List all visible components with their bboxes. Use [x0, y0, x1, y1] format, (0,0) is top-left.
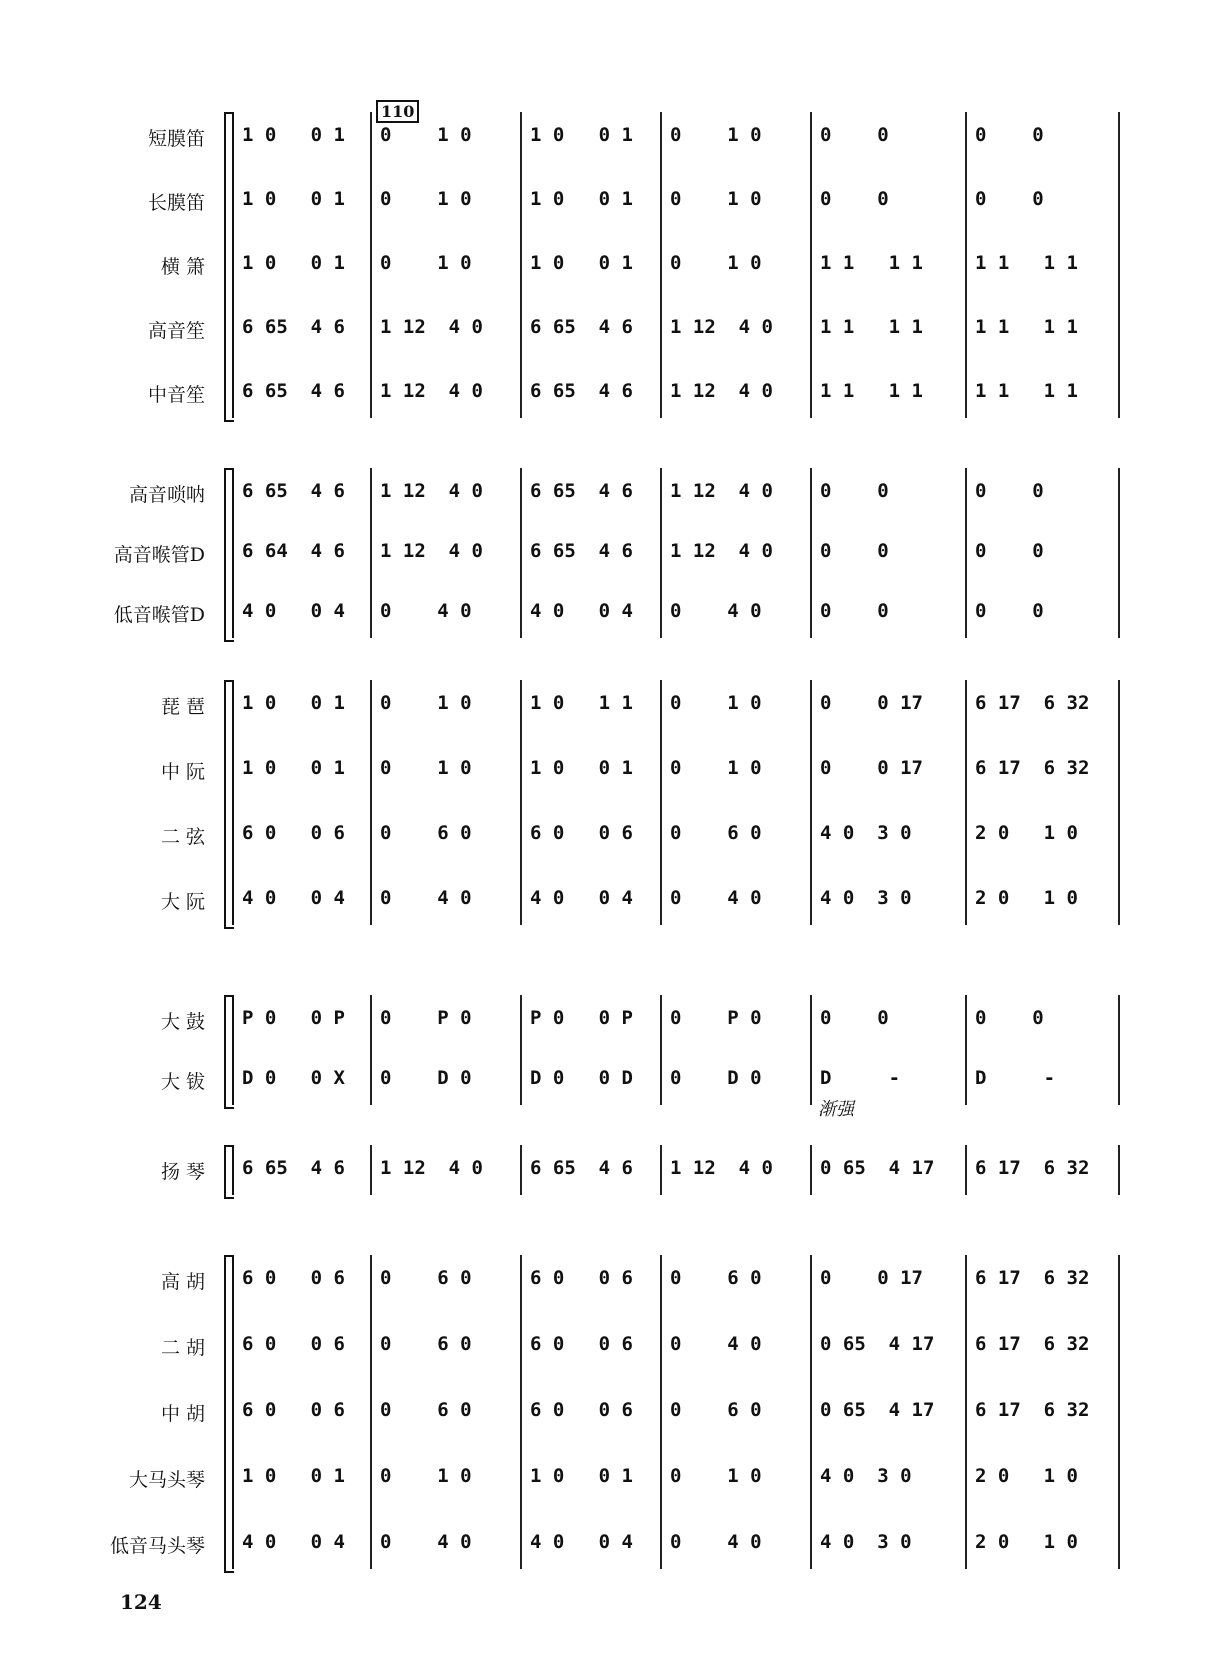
measure-notes: 2 0 1 0 — [975, 822, 1078, 844]
measure-notes: 0 65 4 17 — [820, 1157, 935, 1179]
barline — [520, 995, 522, 1105]
barline — [520, 680, 522, 925]
barline — [810, 1255, 812, 1569]
measure-notes: 0 6 0 — [670, 1399, 762, 1421]
barline — [965, 1145, 967, 1195]
measure-notes: 6 17 6 32 — [975, 1267, 1090, 1289]
measure-notes: 1 0 0 1 — [530, 252, 633, 274]
barline — [965, 680, 967, 925]
measure-notes: 0 65 4 17 — [820, 1333, 935, 1355]
measure-notes: 0 1 0 — [380, 757, 472, 779]
instrument-name: 高 胡 — [160, 1271, 205, 1293]
measure-notes: P 0 0 P — [530, 1007, 633, 1029]
rehearsal-mark: 110 — [376, 100, 419, 123]
measure-notes: 6 0 0 6 — [242, 1267, 345, 1289]
measure-notes: 0 0 — [975, 480, 1044, 502]
barline — [965, 1255, 967, 1569]
instrument-name: 长膜笛 — [147, 192, 205, 214]
barline — [810, 995, 812, 1105]
instrument-name: 横 箫 — [160, 256, 205, 278]
instrument-name: 高音喉管D — [113, 544, 205, 566]
measure-notes: 1 0 1 1 — [530, 692, 633, 714]
measure-notes: 6 0 0 6 — [242, 822, 345, 844]
measure-notes: 4 0 3 0 — [820, 887, 912, 909]
measure-notes: 0 1 0 — [670, 692, 762, 714]
measure-notes: 4 0 0 4 — [530, 1531, 633, 1553]
measure-notes: 6 65 4 6 — [530, 1157, 633, 1179]
measure-notes: 6 65 4 6 — [530, 380, 633, 402]
measure-notes: 1 12 4 0 — [380, 1157, 483, 1179]
measure-notes: 1 0 0 1 — [242, 252, 345, 274]
measure-notes: 6 65 4 6 — [530, 316, 633, 338]
measure-notes: 0 4 0 — [670, 600, 762, 622]
barline — [370, 995, 372, 1105]
measure-notes: 0 D 0 — [670, 1067, 762, 1089]
measure-notes: 0 0 — [975, 600, 1044, 622]
instrument-name: 中音笙 — [147, 384, 205, 406]
instrument-name: 大 阮 — [160, 891, 205, 913]
measure-notes: 6 17 6 32 — [975, 1333, 1090, 1355]
measure-notes: D - — [820, 1067, 901, 1089]
instrument-name: 琵 琶 — [160, 696, 205, 718]
measure-notes: 0 1 0 — [670, 124, 762, 146]
measure-notes: 1 0 0 1 — [530, 1465, 633, 1487]
barline — [370, 1255, 372, 1569]
barline — [520, 112, 522, 418]
measure-notes: 4 0 0 4 — [242, 887, 345, 909]
measure-notes: 2 0 1 0 — [975, 1465, 1078, 1487]
measure-notes: 0 4 0 — [670, 1333, 762, 1355]
instrument-name: 短膜笛 — [147, 128, 205, 150]
measure-notes: 0 4 0 — [380, 600, 472, 622]
measure-notes: 1 12 4 0 — [380, 480, 483, 502]
measure-notes: 6 64 4 6 — [242, 540, 345, 562]
measure-notes: 0 0 — [975, 124, 1044, 146]
barline — [370, 1145, 372, 1195]
measure-notes: 1 0 0 1 — [242, 124, 345, 146]
measure-notes: 0 4 0 — [380, 1531, 472, 1553]
measure-notes: 1 12 4 0 — [670, 1157, 773, 1179]
barline — [965, 112, 967, 418]
measure-notes: 0 1 0 — [380, 124, 472, 146]
measure-notes: 2 0 1 0 — [975, 887, 1078, 909]
measure-notes: 6 0 0 6 — [530, 1399, 633, 1421]
barline — [660, 1145, 662, 1195]
barline — [232, 995, 234, 1105]
measure-notes: 1 12 4 0 — [670, 316, 773, 338]
instrument-name: 二 胡 — [160, 1337, 205, 1359]
barline — [232, 1145, 234, 1195]
measure-notes: 0 0 — [820, 480, 889, 502]
measure-notes: 1 12 4 0 — [380, 380, 483, 402]
barline — [1118, 468, 1120, 638]
measure-notes: 0 0 — [820, 124, 889, 146]
measure-notes: 6 0 0 6 — [530, 1267, 633, 1289]
crescendo-mark: 渐强 — [818, 1099, 854, 1120]
measure-notes: 0 0 — [975, 540, 1044, 562]
measure-notes: 6 65 4 6 — [242, 380, 345, 402]
measure-notes: 6 65 4 6 — [530, 540, 633, 562]
measure-notes: 1 0 0 1 — [242, 1465, 345, 1487]
barline — [810, 1145, 812, 1195]
measure-notes: 2 0 1 0 — [975, 1531, 1078, 1553]
measure-notes: 0 0 17 — [820, 692, 923, 714]
barline — [965, 468, 967, 638]
barline — [810, 112, 812, 418]
measure-notes: 4 0 0 4 — [242, 1531, 345, 1553]
measure-notes: 4 0 0 4 — [530, 887, 633, 909]
barline — [1118, 995, 1120, 1105]
measure-notes: 1 0 0 1 — [530, 124, 633, 146]
barline — [810, 680, 812, 925]
measure-notes: 0 6 0 — [670, 822, 762, 844]
barline — [660, 680, 662, 925]
barline — [660, 1255, 662, 1569]
measure-notes: 0 1 0 — [380, 692, 472, 714]
page-number: 124 — [120, 1590, 162, 1614]
instrument-name: 大 鼓 — [160, 1011, 205, 1033]
measure-notes: 0 0 — [820, 1007, 889, 1029]
barline — [660, 995, 662, 1105]
measure-notes: 0 0 — [975, 1007, 1044, 1029]
barline — [232, 680, 234, 925]
measure-notes: 0 1 0 — [380, 252, 472, 274]
measure-notes: 0 P 0 — [670, 1007, 762, 1029]
barline — [370, 468, 372, 638]
barline — [1118, 112, 1120, 418]
barline — [520, 1255, 522, 1569]
measure-notes: 1 1 1 1 — [820, 252, 923, 274]
measure-notes: 0 1 0 — [670, 252, 762, 274]
measure-notes: 1 1 1 1 — [975, 380, 1078, 402]
measure-notes: D 0 0 D — [530, 1067, 633, 1089]
measure-notes: 0 0 17 — [820, 1267, 923, 1289]
instrument-name: 扬 琴 — [160, 1161, 205, 1183]
measure-notes: 0 6 0 — [380, 1333, 472, 1355]
measure-notes: 1 0 0 1 — [242, 188, 345, 210]
measure-notes: 0 0 17 — [820, 757, 923, 779]
measure-notes: 0 1 0 — [670, 188, 762, 210]
barline — [660, 112, 662, 418]
measure-notes: 1 12 4 0 — [380, 540, 483, 562]
measure-notes: 1 1 1 1 — [975, 252, 1078, 274]
measure-notes: 1 0 0 1 — [530, 757, 633, 779]
measure-notes: 0 P 0 — [380, 1007, 472, 1029]
barline — [1118, 680, 1120, 925]
measure-notes: 6 65 4 6 — [530, 480, 633, 502]
measure-notes: 0 65 4 17 — [820, 1399, 935, 1421]
measure-notes: 4 0 3 0 — [820, 822, 912, 844]
measure-notes: 4 0 0 4 — [242, 600, 345, 622]
measure-notes: 1 12 4 0 — [380, 316, 483, 338]
measure-notes: 6 0 0 6 — [530, 822, 633, 844]
measure-notes: 0 4 0 — [670, 1531, 762, 1553]
measure-notes: 0 D 0 — [380, 1067, 472, 1089]
measure-notes: 0 6 0 — [380, 1267, 472, 1289]
instrument-name: 高音唢呐 — [128, 484, 205, 506]
measure-notes: 6 65 4 6 — [242, 316, 345, 338]
barline — [370, 680, 372, 925]
barline — [232, 1255, 234, 1569]
barline — [232, 112, 234, 418]
instrument-name: 二 弦 — [160, 826, 205, 848]
barline — [370, 112, 372, 418]
measure-notes: 0 0 — [820, 188, 889, 210]
measure-notes: P 0 0 P — [242, 1007, 345, 1029]
measure-notes: 0 4 0 — [670, 887, 762, 909]
instrument-name: 低音喉管D — [113, 604, 205, 626]
measure-notes: 6 17 6 32 — [975, 692, 1090, 714]
instrument-name: 大 钹 — [160, 1071, 205, 1093]
measure-notes: 0 0 — [820, 600, 889, 622]
measure-notes: 4 0 0 4 — [530, 600, 633, 622]
measure-notes: 0 6 0 — [380, 1399, 472, 1421]
measure-notes: 1 1 1 1 — [975, 316, 1078, 338]
barline — [660, 468, 662, 638]
measure-notes: 6 65 4 6 — [242, 480, 345, 502]
measure-notes: 6 65 4 6 — [242, 1157, 345, 1179]
measure-notes: 0 0 — [820, 540, 889, 562]
measure-notes: 0 1 0 — [380, 188, 472, 210]
instrument-name: 中 胡 — [160, 1403, 205, 1425]
barline — [520, 1145, 522, 1195]
measure-notes: 0 1 0 — [670, 1465, 762, 1487]
measure-notes: 1 12 4 0 — [670, 380, 773, 402]
measure-notes: 6 0 0 6 — [242, 1399, 345, 1421]
measure-notes: 1 0 0 1 — [530, 188, 633, 210]
barline — [810, 468, 812, 638]
measure-notes: 6 0 0 6 — [242, 1333, 345, 1355]
barline — [232, 468, 234, 638]
measure-notes: 0 1 0 — [380, 1465, 472, 1487]
measure-notes: 1 1 1 1 — [820, 380, 923, 402]
measure-notes: 6 0 0 6 — [530, 1333, 633, 1355]
instrument-name: 高音笙 — [147, 320, 205, 342]
measure-notes: 0 0 — [975, 188, 1044, 210]
measure-notes: D - — [975, 1067, 1056, 1089]
measure-notes: 1 0 0 1 — [242, 757, 345, 779]
measure-notes: 4 0 3 0 — [820, 1465, 912, 1487]
measure-notes: 0 1 0 — [670, 757, 762, 779]
measure-notes: 1 0 0 1 — [242, 692, 345, 714]
measure-notes: 4 0 3 0 — [820, 1531, 912, 1553]
barline — [520, 468, 522, 638]
measure-notes: 0 6 0 — [670, 1267, 762, 1289]
barline — [1118, 1145, 1120, 1195]
measure-notes: D 0 0 X — [242, 1067, 345, 1089]
measure-notes: 6 17 6 32 — [975, 1157, 1090, 1179]
barline — [1118, 1255, 1120, 1569]
measure-notes: 0 4 0 — [380, 887, 472, 909]
instrument-name: 大马头琴 — [128, 1469, 205, 1491]
barline — [965, 995, 967, 1105]
measure-notes: 1 12 4 0 — [670, 540, 773, 562]
measure-notes: 1 1 1 1 — [820, 316, 923, 338]
instrument-name: 低音马头琴 — [109, 1535, 205, 1557]
measure-notes: 6 17 6 32 — [975, 757, 1090, 779]
measure-notes: 0 6 0 — [380, 822, 472, 844]
instrument-name: 中 阮 — [160, 761, 205, 783]
measure-notes: 1 12 4 0 — [670, 480, 773, 502]
measure-notes: 6 17 6 32 — [975, 1399, 1090, 1421]
